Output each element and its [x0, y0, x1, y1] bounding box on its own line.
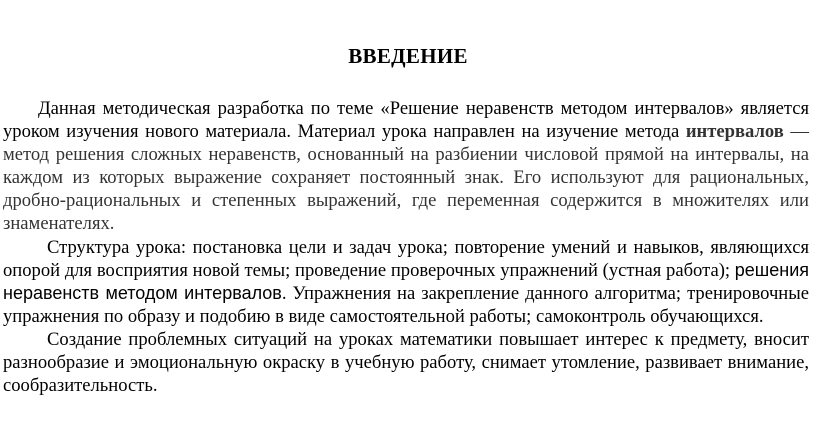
paragraph-structure-tail: . Упражнения на закрепление данного алгоритма; тренировочные упражнения по образу и подобию в виде самостоятельной работы; самоконтроль обучающихся.	[3, 282, 809, 327]
paragraph-intro	[3, 97, 809, 236]
paragraph-structure-sans-fragment: решения неравенств методом интервалов	[3, 259, 809, 303]
paragraph-intro-text: Данная методическая разработка по теме «Решение неравенств методом интервалов» является уроком изучения нового материала. Материал урока направлен на изучение метода	[3, 98, 809, 143]
document-body	[3, 97, 809, 397]
document-title: ВВЕДЕНИЕ	[348, 44, 468, 68]
paragraph-structure	[3, 236, 809, 328]
paragraph-problems-text: Создание проблемных ситуаций на уроках математики повышает интерес к предмету, вносит разнообразие и эмоциональную окраску в учебную работу, снимает утомление, развивает внимание, сообразительность.	[3, 328, 809, 397]
term-intervals: интервалов	[685, 121, 784, 143]
paragraph-structure-text: Структура урока: постановка цели и задач урока; повторение умений и навыков, являющихся опорой для восприятия новой темы; проведение проверочных упражнений (устная работа);	[3, 236, 809, 281]
paragraph-intro-definition: — метод решения сложных неравенств, основанный на разбиении числовой прямой на интервалы, на каждом из которых выражение сохраняет постоянный знак. Его используют для рациональных, дробно-рациональных и степенных выражений, где переменная содержится в множителях или знаменателях.	[3, 121, 809, 235]
paragraph-problems	[3, 328, 809, 397]
